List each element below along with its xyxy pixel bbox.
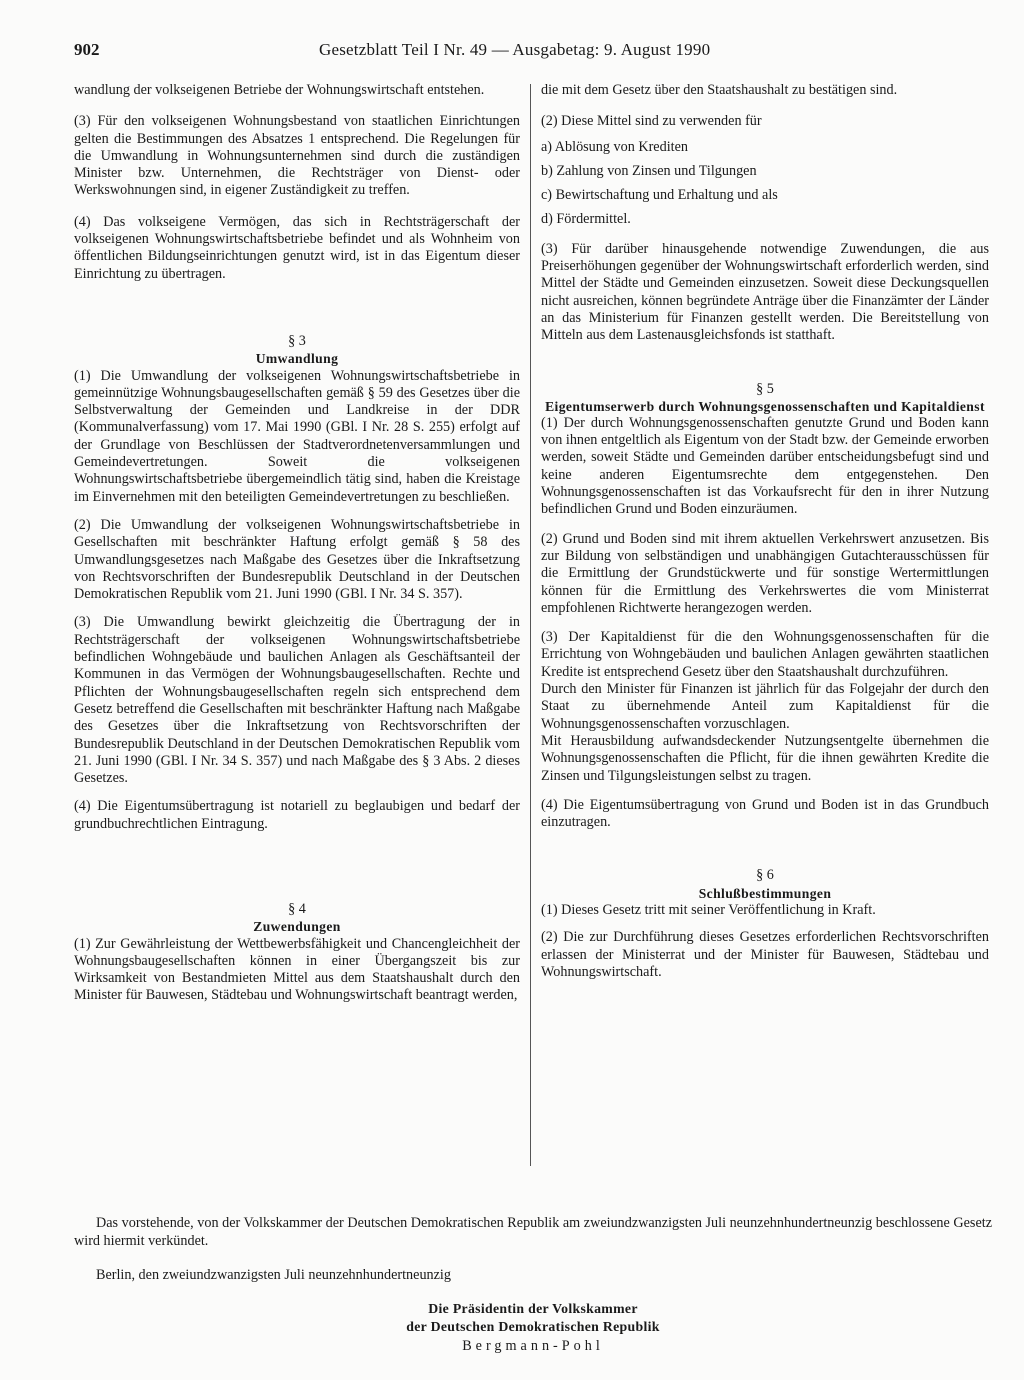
left-column bbox=[74, 82, 520, 1005]
signatory-title: der Deutschen Demokratischen Republik bbox=[406, 1319, 660, 1334]
section-number: § 3 bbox=[288, 332, 306, 349]
signatory-title: Die Präsidentin der Volkskammer bbox=[428, 1301, 638, 1316]
list-item: a) Ablösung von Krediten bbox=[541, 138, 688, 155]
section-title: Eigentumserwerb durch Wohnungsgenossenschaften und Kapitaldienst bbox=[545, 398, 985, 414]
section-number: § 4 bbox=[288, 900, 306, 917]
section-title: Umwandlung bbox=[255, 351, 339, 367]
paragraph: (1) Der durch Wohnungsgenossenschaften genutzte Grund und Boden kann von ihnen entgeltlich als Eigentum von der Stadt bzw. der Gemeinde erworben werden, soweit Städte und Gemeinden darüber entscheidungsbefugt sind und keine anderen Eigentumsrechte dem entgegenstehen. Den Wohnungsgenossenschaften ist das Vorkaufsrecht für den in ihrer Nutzung befindlichen Grund und Boden einzuräumen. bbox=[541, 414, 989, 518]
promulgation-text: Das vorstehende, von der Volkskammer der Deutschen Demokratischen Republik am zweiundzwanzigsten Juli neunzehnhundertneunzig beschlossene Gesetz wird hiermit verkündet. bbox=[74, 1215, 992, 1249]
paragraph: (2) Grund und Boden sind mit ihrem aktuellen Verkehrswert anzusetzen. Bis zur Bildung von selbständigen und unabhängigen Gutachterausschüssen für die Ermittlung der Grundstückwerte und für sonstige Wertermittlungen können für die Ermittlung des Verkehrswertes die vom Ministerrat empfohlenen Richtwerte herangezogen werden. bbox=[541, 530, 989, 616]
dateline: Berlin, den zweiundzwanzigsten Juli neunzehnhundertneunzig bbox=[96, 1267, 451, 1283]
signatory-name: Bergmann-Pohl bbox=[462, 1338, 604, 1354]
list-item: c) Bewirtschaftung und Erhaltung und als bbox=[541, 187, 778, 204]
page-number: 902 bbox=[74, 40, 100, 59]
list-item: b) Zahlung von Zinsen und Tilgungen bbox=[541, 162, 757, 179]
paragraph: (4) Die Eigentumsübertragung ist notariell zu beglaubigen und bedarf der grundbuchrechtlichen Eintragung. bbox=[74, 798, 520, 832]
paragraph: (3) Die Umwandlung bewirkt gleichzeitig die Übertragung der in Rechtsträgerschaft der volkseigenen Wohnungswirtschaftsbetriebe befindlichen Wohngebäude und baulichen Anlagen als Geschäftsanteil der Kommunen in das Vermögen der Wohnungsbaugesellschaften. Rechte und Pflichten der Wohnungsbaugesellschaften regeln sich entsprechend dem Gesetz betreffend die Gesellschaften mit beschränkter Haftung nach Maßgabe des Gesetzes über die Inkraftsetzung von Rechtsvorschriften der Bundesrepublik Deutschland in der Deutschen Demokratischen Republik vom 21. Juni 1990 (GBl. I Nr. 34 S. 357) und nach Maßgabe des § 3 Abs. 2 dieses Gesetzes. bbox=[74, 614, 520, 787]
paragraph: (2) Die Umwandlung der volkseigenen Wohnungswirtschaftsbetriebe in Gesellschaften mit beschränkter Haftung erfolgt gemäß § 58 des Umwandlungsgesetzes nach Maßgabe des Gesetzes über die Inkraftsetzung von Rechtsvorschriften der Bundesrepublik Deutschland in der Deutschen Demokratischen Republik vom 21. Juni 1990 (GBl. I Nr. 34 S. 357). bbox=[74, 516, 520, 603]
paragraph: (4) Das volkseigene Vermögen, das sich in Rechtsträgerschaft der volkseigenen Wohnungswirtschaftsbetriebe befindet und als Wohnheim von öffentlichen Bildungseinrichtungen genutzt wird, ist in das Eigentum dieser Einrichtung zu übertragen. bbox=[74, 213, 520, 282]
paragraph: Durch den Minister für Finanzen ist jährlich für das Folgejahr der durch den Staat zu übernehmende Anteil zum Kapitaldienst für die Wohnungsgenossenschaften vorzuschlagen. bbox=[541, 681, 989, 732]
paragraph: (1) Die Umwandlung der volkseigenen Wohnungswirtschaftsbetriebe in gemeinnützige Wohnungsbaugesellschaften gemäß § 59 des Gesetzes über die Selbstverwaltung der Gemeinden und Landkreise in der DDR (Kommunalverfassung) vom 17. Mai 1990 (GBl. I Nr. 28 S. 255) erfolgt auf der Grundlage von Beschlüssen der Stadtverordnetenversammlungen und Gemeindevertretungen. Soweit die volkseigenen Wohnungswirtschaftsbetriebe übergemeindlich tätig sind, haben die Kreistage im Einvernehmen mit den beteiligten Gemeindevertretungen zu beschließen. bbox=[74, 367, 520, 505]
paragraph: (2) Die zur Durchführung dieses Gesetzes erforderlichen Rechtsvorschriften erlassen der Ministerrat und der Minister für Bauwesen, Städtebau und Wohnungswirtschaft. bbox=[541, 929, 989, 980]
paragraph: (3) Für den volkseigenen Wohnungsbestand von staatlichen Einrichtungen gelten die Bestimmungen des Absatzes 1 entsprechend. Die Regelungen für die Umwandlung in Wohnungsunternehmen sind durch die zuständigen Minister bzw. Unternehmen, die Rechtsträger von Dienst- oder Werkswohnungen sind, in eigener Zuständigkeit zu treffen. bbox=[74, 113, 520, 199]
enumerated-list bbox=[541, 139, 989, 229]
running-title: Gesetzblatt Teil I Nr. 49 — Ausgabetag: 9. August 1990 bbox=[319, 40, 711, 59]
promulgation-block bbox=[74, 1214, 992, 1354]
section-title: Zuwendungen bbox=[253, 919, 341, 935]
paragraph: wandlung der volkseigenen Betriebe der Wohnungswirtschaft entstehen. bbox=[74, 82, 485, 98]
section-number: § 5 bbox=[756, 380, 774, 397]
right-column bbox=[541, 82, 989, 981]
paragraph: (1) Dieses Gesetz tritt mit seiner Veröffentlichung in Kraft. bbox=[541, 901, 876, 918]
paragraph: Mit Herausbildung aufwandsdeckender Nutzungsentgelte übernehmen die Wohnungsgenossenschaften die Pflicht, für die ihnen gewährten Kredite die Zinsen und Tilgungsleistungen selbst zu tragen. bbox=[541, 732, 989, 784]
paragraph: (4) Die Eigentumsübertragung von Grund und Boden ist in das Grundbuch einzutragen. bbox=[541, 796, 989, 831]
paragraph: (3) Für darüber hinausgehende notwendige Zuwendungen, die aus Preiserhöhungen gegenüber der Wohnungswirtschaft erforderlich werden, sind Mittel der Städte und Gemeinden einzusetzen. Soweit diese Deckungsquellen nicht ausreichen, können begründete Anträge über die Finanzämter der Länder an das Ministerium für Finanzen gestellt werden. Die Bereitstellung von Mitteln aus dem Lastenausgleichsfonds ist statthaft. bbox=[541, 240, 989, 344]
section-title: Schlußbestimmungen bbox=[698, 885, 832, 901]
section-number: § 6 bbox=[756, 867, 774, 884]
paragraph: die mit dem Gesetz über den Staatshaushalt zu bestätigen sind. bbox=[541, 82, 898, 98]
page-header bbox=[74, 40, 994, 66]
paragraph: (2) Diese Mittel sind zu verwenden für bbox=[541, 113, 762, 130]
column-divider bbox=[530, 84, 531, 1166]
list-item: d) Fördermittel. bbox=[541, 211, 631, 228]
paragraph: (1) Zur Gewährleistung der Wettbewerbsfähigkeit und Chancengleichheit der Wohnungsbaugesellschaften können in einer Übergangszeit bis zur Wirksamkeit von Bestandmieten Mittel aus dem Staatshaushalt durch den Minister für Bauwesen, Städtebau und Wohnungswirtschaft beantragt werden, bbox=[74, 935, 520, 1004]
paragraph: (3) Der Kapitaldienst für die den Wohnungsgenossenschaften für die Errichtung von Wohngebäuden und baulichen Anlagen gewährten staatlichen Kredite ist entsprechend Gesetz über den Staatshaushalt durchzuführen. bbox=[541, 629, 989, 680]
